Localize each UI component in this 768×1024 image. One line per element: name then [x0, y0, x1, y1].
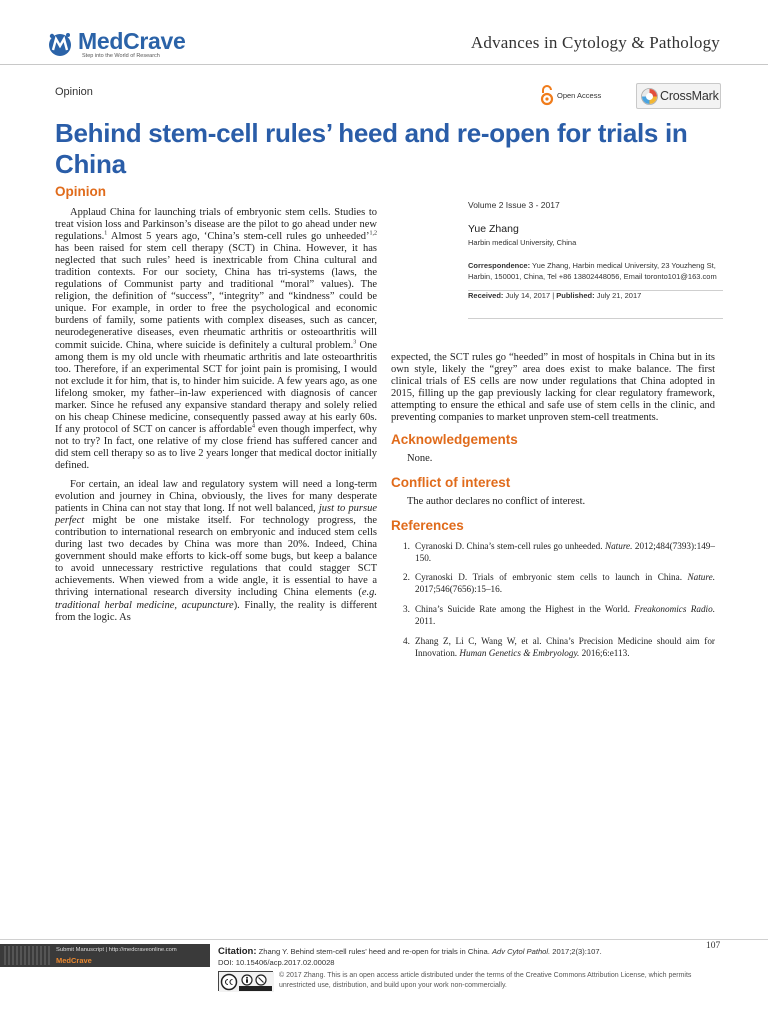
banner-pattern [4, 946, 50, 965]
reference-list [391, 540, 715, 660]
brand-tagline: Step into the World of Research [82, 53, 160, 59]
medcrave-logo[interactable] [46, 30, 196, 64]
journal-name: Advances in Cytology & Pathology [470, 33, 720, 52]
right-column [391, 352, 715, 667]
reference-item[interactable]: 4. Zhang Z, Li C, Wang W, et al. China’s Precision Medicine should aim for Innovation. Human Genetics & Embryology. 2016;6:e113. [403, 635, 715, 658]
article-type-label: Opinion [55, 86, 93, 98]
article-title: Behind stem-cell rules’ heed and re-open for trials in China [55, 118, 688, 179]
citation-ref-1[interactable]: 1 [104, 230, 108, 237]
author-name: Yue Zhang [468, 223, 519, 235]
conflict-heading: Conflict of interest [391, 475, 511, 491]
reference-item[interactable]: 3. China’s Suicide Rate among the Highest in the World. Freakonomics Radio. 2011. [403, 604, 715, 627]
author-affiliation: Harbin medical University, China [468, 238, 577, 247]
meta-divider [468, 290, 723, 291]
cc-by-nc-icon [219, 972, 274, 992]
paragraph-3: expected, the SCT rules go “heeded” in most of hospitals in China but in its own style, likely the “grey” area does exist to make balance. The first clinical trials of ES cells are now under regulations that China adopted in 2015, filling up the gap previously lacking for clear regulatory framework, attempting to ensure the ethical and safe use of stem cells in the clinic, and preventing companies to market unproven stem-cell treatments. [391, 352, 715, 424]
meta-divider-bottom [468, 318, 723, 319]
license-text: © 2017 Zhang. This is an open access article distributed under the terms of the Creative Commons Attribution License, which permits unrestricted use, distribution, and build upon your work non-commercially. [279, 972, 692, 989]
footer-divider [0, 939, 768, 940]
correspondence: Correspondence: Yue Zhang, Harbin medical University, 23 Youzheng St, Harbin, 150001, China, Tel +86 13802448056, Email toronto101@163.com [468, 261, 717, 282]
submit-manuscript-link[interactable]: Submit Manuscript | http://medcraveonline.com [56, 947, 177, 953]
open-access-icon [540, 84, 554, 106]
page-number: 107 [706, 941, 721, 951]
left-column [55, 207, 377, 631]
crossmark-label: CrossMark [660, 89, 719, 103]
header-divider [0, 64, 768, 65]
medcrave-logo-icon [46, 30, 74, 58]
paragraph-1: Applaud China for launching trials of embryonic stem cells. Studies to treat vision loss and Parkinson’s disease are the pilot to go ahead under new regulations.$^1$ Almost 5 years ago, ‘China’s stem-cell rules go unheeded’$^{1,2}$ has been raised for stem cell therapy (SCT) in China. However, it has neglected that such rules’ heed is inextricable from China cultural and tradition contexts. For our society, China has tri-systems (laws, the regulations of Communist party and traditional “moral” values). The religion, the definition of “success”, “integrity” and “kindness” could be unique. For example, in order to free the psychological and economic burdens of family, some patients with complex diseases, such as cancer, neurodegenerative diseases, even rheumatic arthritis or osteoarthritis will commit suicide. China, where suicide is definitely a cultural problem.$^3$ One among them is my old uncle with rheumatic arthritis and late osteoarthritis too. Therefore, if an experimental SCT for joint pain is promising, I would not exclude it for him, that is, to hinder him suicide. A few years ago, as one lifelong smoker, my father–in-law experienced with diagnosis of cancer marker. Since he refused any expansive standard therapy and solely relied on his cheap Chinese medicine, consequently passed away at his early 60s. If any protocol of SCT on cancer is affordable$^4$ even though imperfect, why not to try? In fact, one relative of my close friend has suffered cancer and did stem cell therapy so as to live 2 years longer that medical doctor initially defined. [55, 207, 377, 471]
paragraph-2: For certain, an ideal law and regulatory system will need a long-term evolution and journey in China, obviously, the lives for many desperate patients in China can not stay that long. If not well balanced, just to pursue perfect might be one mistake itself. For technology progress, the contribution to international research on embryonic and induced stem cells during last two decades by China was more than 20%. Indeed, China government should make efforts to kick-off some bugs, but keep a balance to avoid unnecessary restrictive regulations that could stagger SCT achievements. When viewed from a wide angle, it is essential to have a thriving international research diversity including China elements (e.g. traditional herbal medicine, acupuncture). Finally, the reality is different from the logic. As [55, 479, 377, 623]
crossmark-icon [641, 88, 658, 105]
references-heading: References [391, 518, 464, 534]
acknowledgements-heading: Acknowledgements [391, 432, 518, 448]
citation-ref-3[interactable]: 3 [353, 339, 357, 346]
citation-ref-4[interactable]: 4 [251, 423, 255, 430]
submit-manuscript-banner[interactable] [0, 944, 210, 967]
creative-commons-icon[interactable] [218, 971, 273, 991]
citation-block: Citation: Zhang Y. Behind stem-cell rules’ heed and re-open for trials in China. Adv Cytol Pathol. 2017;2(3):107. DOI: 10.15406/acp.2017.02.00028 [218, 947, 713, 968]
reference-item[interactable]: 1. Cyranoski D. China’s stem-cell rules go unheeded. Nature. 2012;484(7393):149–150. [403, 540, 715, 563]
doi[interactable]: DOI: 10.15406/acp.2017.02.00028 [218, 957, 335, 967]
brand-name: MedCrave [78, 28, 186, 54]
footer-brand: MedCrave [56, 956, 92, 965]
reference-item[interactable]: 2. Cyranoski D. Trials of embryonic stem cells to launch in China. Nature. 2017;546(7656):15–16. [403, 572, 715, 595]
acknowledgements-text: None. [407, 453, 433, 465]
volume-info: Volume 2 Issue 3 - 2017 [468, 200, 560, 210]
citation-ref-1-2[interactable]: 1,2 [369, 230, 377, 237]
opinion-heading: Opinion [55, 184, 106, 199]
conflict-text: The author declares no conflict of interest. [407, 496, 586, 508]
crossmark-button[interactable] [636, 83, 721, 109]
article-meta [468, 200, 723, 300]
open-access-text: Open Access [557, 91, 602, 100]
article-dates: Received: July 14, 2017 | Published: July 21, 2017 [468, 290, 642, 300]
